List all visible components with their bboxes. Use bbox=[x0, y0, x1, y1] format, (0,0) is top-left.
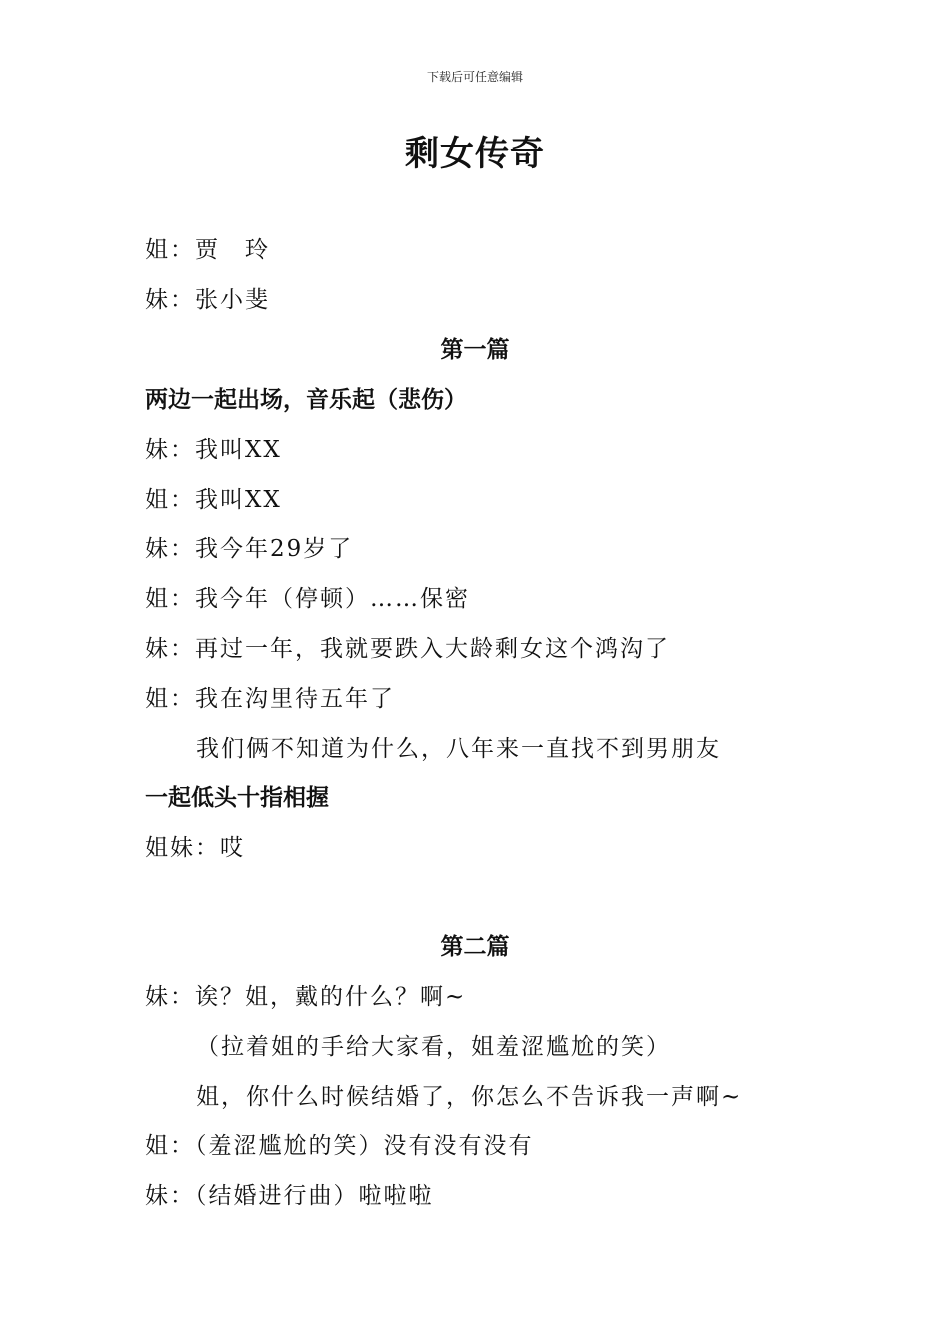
dialogue-line: （拉着姐的手给大家看，姐羞涩尴尬的笑） bbox=[196, 1034, 671, 1060]
cast-line-sister-older: 姐：贾 玲 bbox=[145, 237, 270, 263]
section-heading-1: 第一篇 bbox=[440, 337, 510, 363]
document-title: 剩女传奇 bbox=[405, 134, 545, 174]
dialogue-line: 我们俩不知道为什么，八年来一直找不到男朋友 bbox=[196, 736, 721, 762]
stage-direction: 一起低头十指相握 bbox=[145, 785, 329, 811]
dialogue-line: 妹：我今年29岁了 bbox=[145, 536, 354, 562]
dialogue-line: 姐：（羞涩尴尬的笑）没有没有没有 bbox=[145, 1133, 534, 1159]
stage-direction: 两边一起出场，音乐起（悲伤） bbox=[145, 387, 467, 413]
dialogue-line: 姐：我在沟里待五年了 bbox=[145, 686, 395, 712]
dialogue-line: 妹：诶？姐，戴的什么？啊~ bbox=[145, 984, 467, 1010]
dialogue-line: 妹：我叫XX bbox=[145, 437, 282, 463]
dialogue-line: 妹：再过一年，我就要跌入大龄剩女这个鸿沟了 bbox=[145, 636, 670, 662]
dialogue-line: 姐，你什么时候结婚了，你怎么不告诉我一声啊~ bbox=[196, 1084, 743, 1110]
dialogue-line: 妹：（结婚进行曲）啦啦啦 bbox=[145, 1183, 434, 1209]
dialogue-line: 姐：我今年（停顿）……保密 bbox=[145, 586, 470, 612]
header-note: 下载后可任意编辑 bbox=[426, 70, 523, 84]
dialogue-line: 姐妹：哎 bbox=[145, 835, 245, 861]
dialogue-line: 姐：我叫XX bbox=[145, 487, 282, 513]
section-heading-2: 第二篇 bbox=[440, 934, 510, 960]
cast-line-sister-younger: 妹：张小斐 bbox=[145, 287, 270, 313]
